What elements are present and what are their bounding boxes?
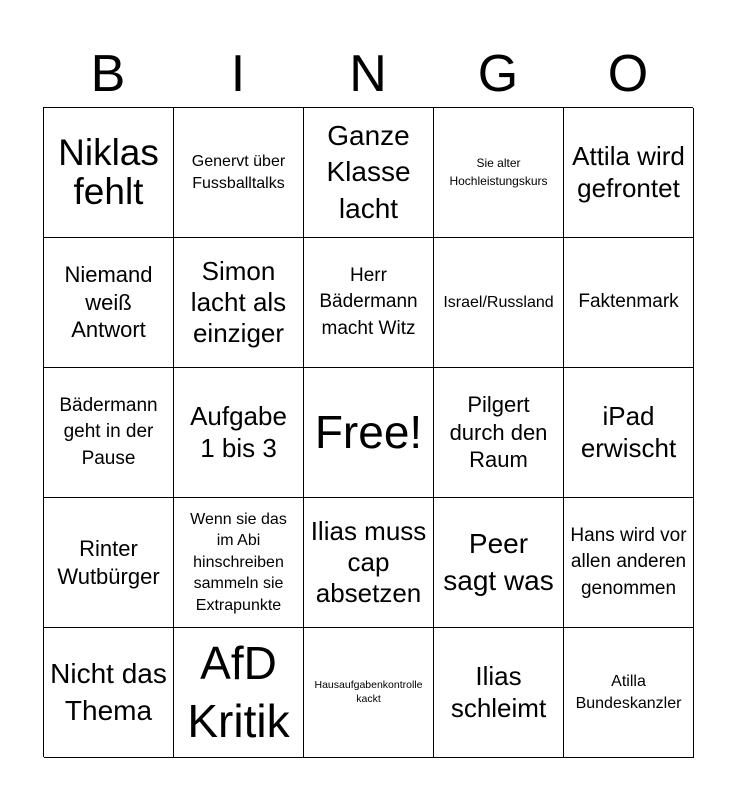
bingo-cell[interactable]: Aufgabe 1 bis 3 <box>174 368 304 498</box>
bingo-cell[interactable]: Niemand weiß Antwort <box>44 238 174 368</box>
bingo-cell[interactable]: Bädermann geht in der Pause <box>44 368 174 498</box>
header-letter-n: N <box>349 45 387 103</box>
bingo-cell[interactable]: Sie alter Hochleistungskurs <box>434 108 564 238</box>
bingo-header <box>43 40 693 108</box>
bingo-cell[interactable]: AfD Kritik <box>174 628 304 758</box>
bingo-cell[interactable]: Ilias schleimt <box>434 628 564 758</box>
header-letter-i: I <box>230 45 246 103</box>
bingo-cell[interactable]: Hausaufgabenkontrolle kackt <box>304 628 434 758</box>
bingo-cell[interactable]: Herr Bädermann macht Witz <box>304 238 434 368</box>
bingo-cell[interactable]: Israel/Russland <box>434 238 564 368</box>
bingo-cell[interactable]: Ganze Klasse lacht <box>304 108 434 238</box>
bingo-cell[interactable]: Simon lacht als einziger <box>174 238 304 368</box>
bingo-cell[interactable]: Rinter Wutbürger <box>44 498 174 628</box>
bingo-cell[interactable]: Niklas fehlt <box>44 108 174 238</box>
header-letter-b: B <box>90 45 126 103</box>
bingo-cell[interactable]: Nicht das Thema <box>44 628 174 758</box>
bingo-grid <box>43 107 693 757</box>
bingo-cell[interactable]: iPad erwischt <box>564 368 694 498</box>
free-space[interactable]: Free! <box>304 368 434 498</box>
bingo-cell[interactable]: Atilla Bundeskanzler <box>564 628 694 758</box>
bingo-cell[interactable]: Pilgert durch den Raum <box>434 368 564 498</box>
bingo-cell[interactable]: Peer sagt was <box>434 498 564 628</box>
bingo-cell[interactable]: Genervt über Fussballtalks <box>174 108 304 238</box>
bingo-cell[interactable]: Hans wird vor allen anderen genommen <box>564 498 694 628</box>
bingo-cell[interactable]: Ilias muss cap absetzen <box>304 498 434 628</box>
header-letter-g: G <box>477 45 519 103</box>
bingo-cell[interactable]: Attila wird gefrontet <box>564 108 694 238</box>
header-letter-o: O <box>607 45 649 103</box>
bingo-cell[interactable]: Faktenmark <box>564 238 694 368</box>
bingo-cell[interactable]: Wenn sie das im Abi hinschreiben sammeln sie Extrapunkte <box>174 498 304 628</box>
